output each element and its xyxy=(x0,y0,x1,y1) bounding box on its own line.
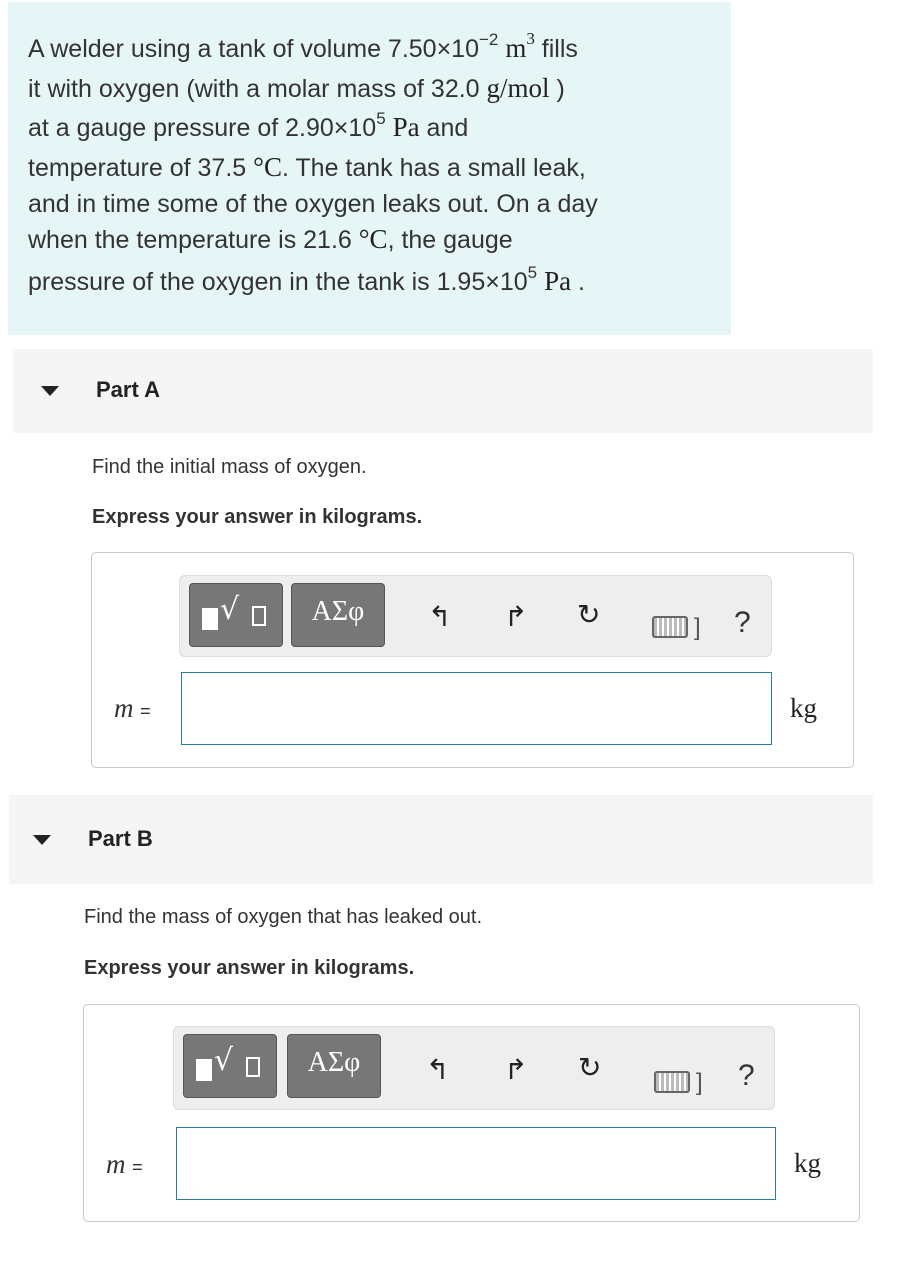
radical-icon: √ xyxy=(214,1043,234,1078)
problem-text: when the temperature is 21.6 xyxy=(28,226,359,254)
part-b-answer-input[interactable] xyxy=(176,1127,776,1200)
reset-icon[interactable]: ↻ xyxy=(577,598,601,631)
greek-symbols-button[interactable] xyxy=(291,583,385,647)
problem-text: A welder using a tank of volume 7.50×10 xyxy=(28,35,479,63)
filled-square-icon xyxy=(196,1059,212,1081)
variable-label xyxy=(106,1149,143,1180)
problem-line-2 xyxy=(28,69,731,109)
part-a-answer-input[interactable] xyxy=(181,672,772,745)
problem-text: at a gauge pressure of 2.90×10 xyxy=(28,114,377,142)
part-b-instruction: Express your answer in kilograms. xyxy=(84,957,415,979)
problem-text: and xyxy=(419,114,469,142)
collapse-triangle-icon[interactable] xyxy=(41,386,59,396)
part-a-title: Part A xyxy=(96,377,160,402)
part-b-title: Part B xyxy=(88,826,153,851)
undo-icon[interactable]: ↰ xyxy=(428,600,452,633)
templates-button[interactable] xyxy=(189,583,283,647)
reset-icon[interactable]: ↻ xyxy=(578,1051,602,1084)
equals-sign: = xyxy=(140,701,151,721)
part-b-answer-box xyxy=(83,1004,860,1222)
equals-sign: = xyxy=(132,1157,143,1177)
unit-celsius: °C xyxy=(358,224,388,254)
filled-square-icon xyxy=(202,608,218,630)
part-b-question: Find the mass of oxygen that has leaked out. xyxy=(84,906,483,928)
redo-icon[interactable]: ↱ xyxy=(504,600,528,633)
help-button[interactable]: ? xyxy=(738,1059,755,1092)
unit-pascal: Pa xyxy=(544,266,572,296)
templates-button[interactable] xyxy=(183,1034,277,1098)
greek-symbols-button[interactable] xyxy=(287,1034,381,1098)
undo-icon[interactable]: ↰ xyxy=(426,1053,450,1086)
part-a-instruction: Express your answer in kilograms. xyxy=(92,506,423,528)
greek-label: ΑΣφ xyxy=(307,1047,361,1078)
problem-text: . The tank has a small leak, xyxy=(281,153,586,182)
problem-text: ) xyxy=(549,74,565,103)
unit-celsius: °C xyxy=(253,151,282,182)
empty-square-icon xyxy=(246,1057,260,1077)
variable-name: m xyxy=(114,693,134,723)
exponent: −2 xyxy=(479,29,499,49)
empty-square-icon xyxy=(252,606,266,626)
unit-text: m xyxy=(505,33,527,63)
problem-line-4 xyxy=(28,148,731,188)
part-a-header[interactable] xyxy=(13,349,873,433)
unit-pascal: Pa xyxy=(392,112,420,142)
unit-molar-mass: g/mol xyxy=(486,72,550,103)
problem-line-3 xyxy=(28,108,731,148)
math-toolbar xyxy=(179,575,772,657)
part-b-header[interactable] xyxy=(9,795,873,884)
problem-line-6 xyxy=(28,221,731,258)
collapse-triangle-icon[interactable] xyxy=(33,835,51,845)
problem-statement xyxy=(8,2,731,335)
unit-cubic-meters xyxy=(505,29,535,63)
exponent: 5 xyxy=(527,262,538,282)
unit-label: kg xyxy=(794,1148,821,1178)
problem-text: it with oxygen (with a molar mass of 32.0 xyxy=(28,74,487,103)
variable-name: m xyxy=(106,1149,126,1179)
math-toolbar xyxy=(173,1026,775,1110)
keyboard-icon[interactable] xyxy=(654,1071,690,1093)
exponent: 3 xyxy=(526,29,535,48)
problem-text: , the gauge xyxy=(387,226,513,254)
unit-label: kg xyxy=(790,693,817,723)
part-a-answer-box xyxy=(91,552,854,768)
keyboard-icon[interactable] xyxy=(652,616,688,638)
help-button[interactable]: ? xyxy=(734,606,751,639)
problem-text: temperature of 37.5 xyxy=(28,153,254,182)
problem-text: . xyxy=(571,268,585,296)
greek-label: ΑΣφ xyxy=(311,596,365,627)
radical-icon: √ xyxy=(220,592,240,627)
redo-icon[interactable]: ↱ xyxy=(504,1053,528,1086)
variable-label xyxy=(114,693,151,724)
keyboard-shortcuts-bracket: ] xyxy=(696,1069,703,1096)
problem-line-7 xyxy=(28,262,731,302)
problem-line-1 xyxy=(28,29,731,69)
exponent: 5 xyxy=(376,108,386,128)
part-a-question: Find the initial mass of oxygen. xyxy=(92,456,367,478)
keyboard-shortcuts-bracket: ] xyxy=(694,614,701,641)
problem-line-5: and in time some of the oxygen leaks out. On a day xyxy=(28,190,598,218)
problem-text: pressure of the oxygen in the tank is 1.95×10 xyxy=(28,268,528,296)
problem-text: fills xyxy=(534,35,578,63)
